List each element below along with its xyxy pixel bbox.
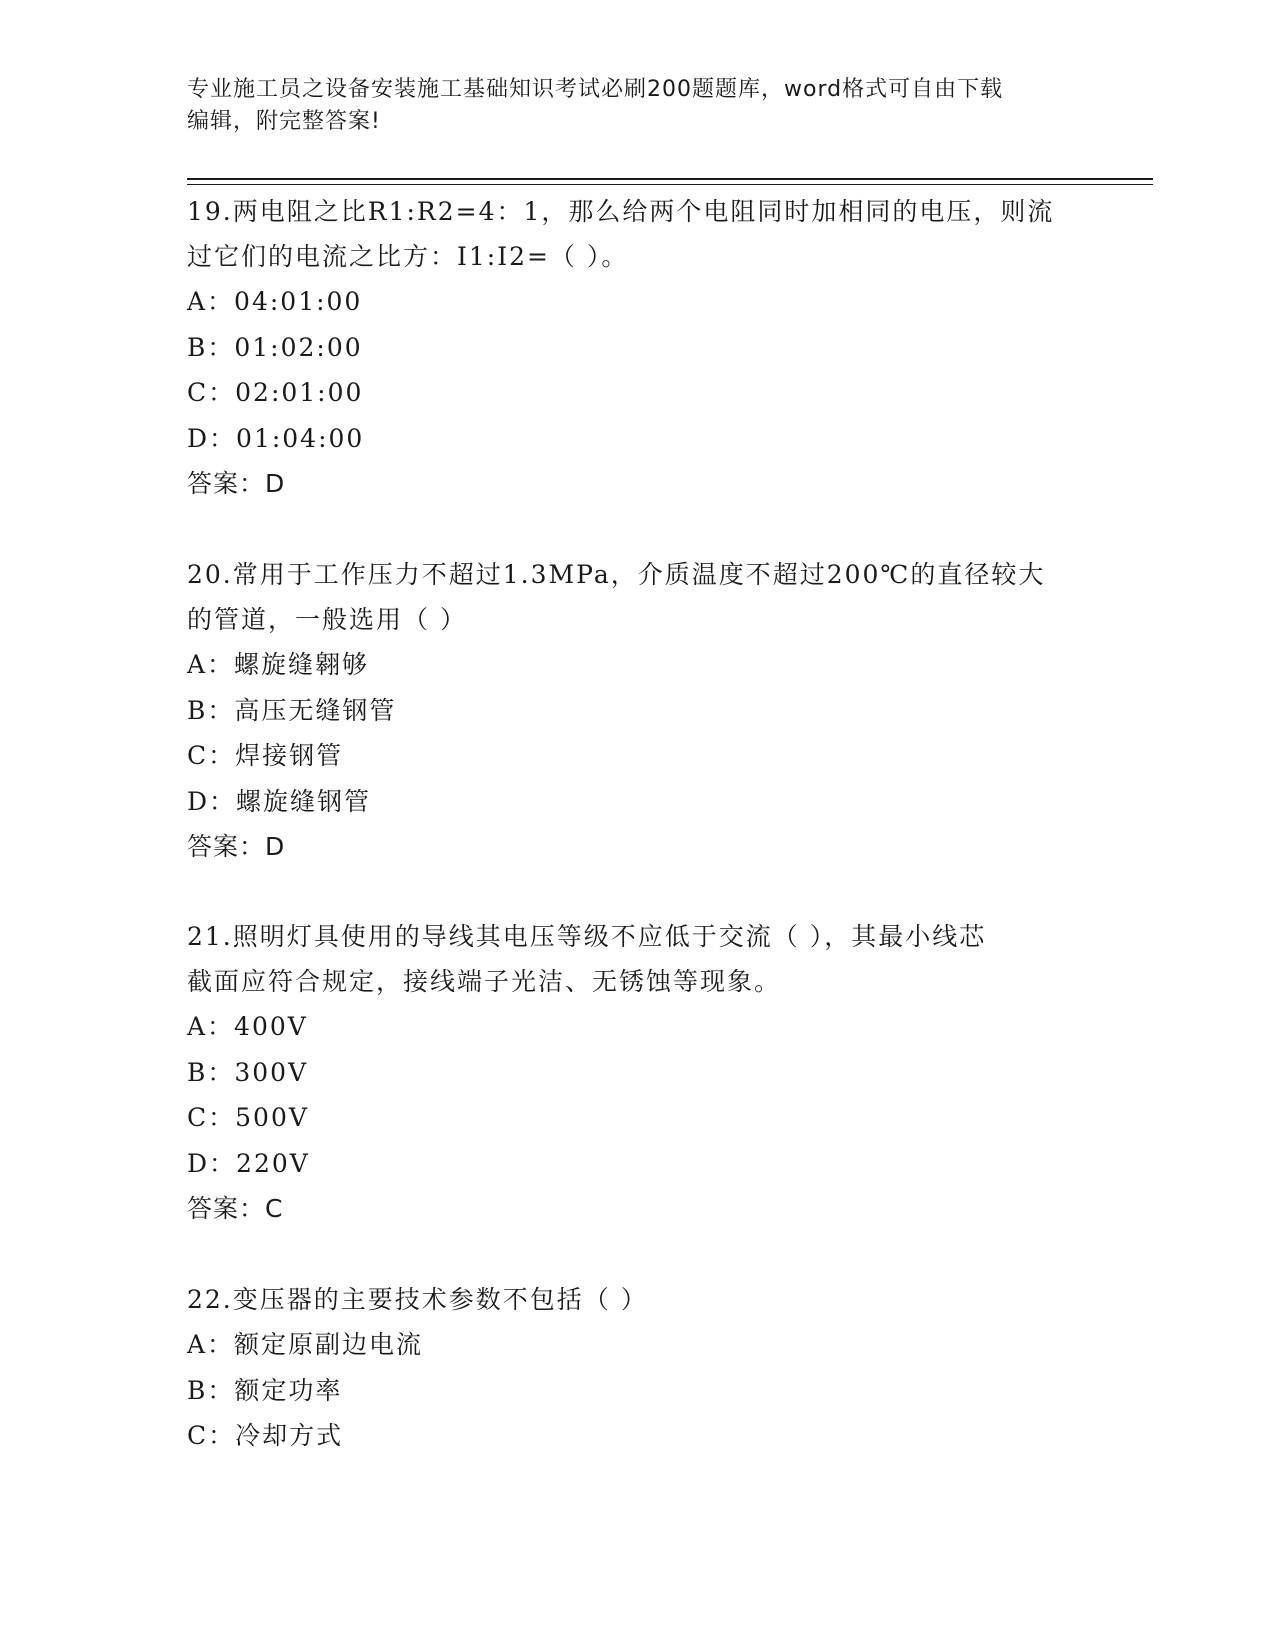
- option-b: B：高压无缝钢管: [187, 695, 397, 725]
- header-line-1: 专业施工员之设备安装施工基础知识考试必刷200题题库，word格式可自由下载: [187, 77, 1004, 102]
- option-d: D：螺旋缝钢管: [187, 786, 372, 816]
- question-19: [187, 189, 1087, 507]
- question-stem-line: 19.两电阻之比R1:R2=4：1，那么给两个电阻同时加相同的电压，则流: [187, 197, 1055, 226]
- answer-line: 答案：D: [187, 469, 286, 498]
- question-stem-line: 21.照明灯具使用的导线其电压等级不应低于交流（ ），其最小线芯: [187, 922, 987, 951]
- question-stem-line: 20.常用于工作压力不超过1.3MPa，介质温度不超过200℃的直径较大: [187, 560, 1046, 589]
- option-b: B：额定功率: [187, 1375, 343, 1405]
- option-a: A：额定原副边电流: [187, 1330, 424, 1359]
- header-line-2: 编辑，附完整答案!: [187, 109, 381, 134]
- option-c: C：冷却方式: [187, 1421, 344, 1450]
- answer-line: 答案：C: [187, 1194, 284, 1223]
- question-stem-line: 过它们的电流之比方：I1:I2=（ ）。: [187, 242, 629, 271]
- option-d: D：220V: [187, 1148, 310, 1178]
- document-header: [187, 74, 1067, 138]
- option-a: A：螺旋缝翱够: [187, 650, 370, 679]
- option-c: C：500V: [187, 1103, 309, 1132]
- question-stem-line: 22.变压器的主要技术参数不包括（ ）: [187, 1285, 648, 1314]
- option-c: C：焊接钢管: [187, 741, 344, 770]
- option-d: D：01:04:00: [187, 423, 365, 453]
- question-stem-line: 的管道，一般选用（ ）: [187, 605, 467, 634]
- question-stem-line: 截面应符合规定，接线端子光洁、无锈蚀等现象。: [187, 967, 782, 996]
- header-divider-thin: [187, 184, 1153, 185]
- option-a: A：04:01:00: [187, 287, 363, 316]
- option-c: C：02:01:00: [187, 378, 364, 407]
- question-20: [187, 552, 1087, 870]
- option-b: B：01:02:00: [187, 332, 363, 362]
- question-21: [187, 914, 1087, 1232]
- option-a: A：400V: [187, 1012, 308, 1041]
- header-divider-thick: [187, 178, 1153, 180]
- question-22: [187, 1277, 1087, 1459]
- answer-line: 答案：D: [187, 832, 286, 861]
- option-b: B：300V: [187, 1057, 309, 1087]
